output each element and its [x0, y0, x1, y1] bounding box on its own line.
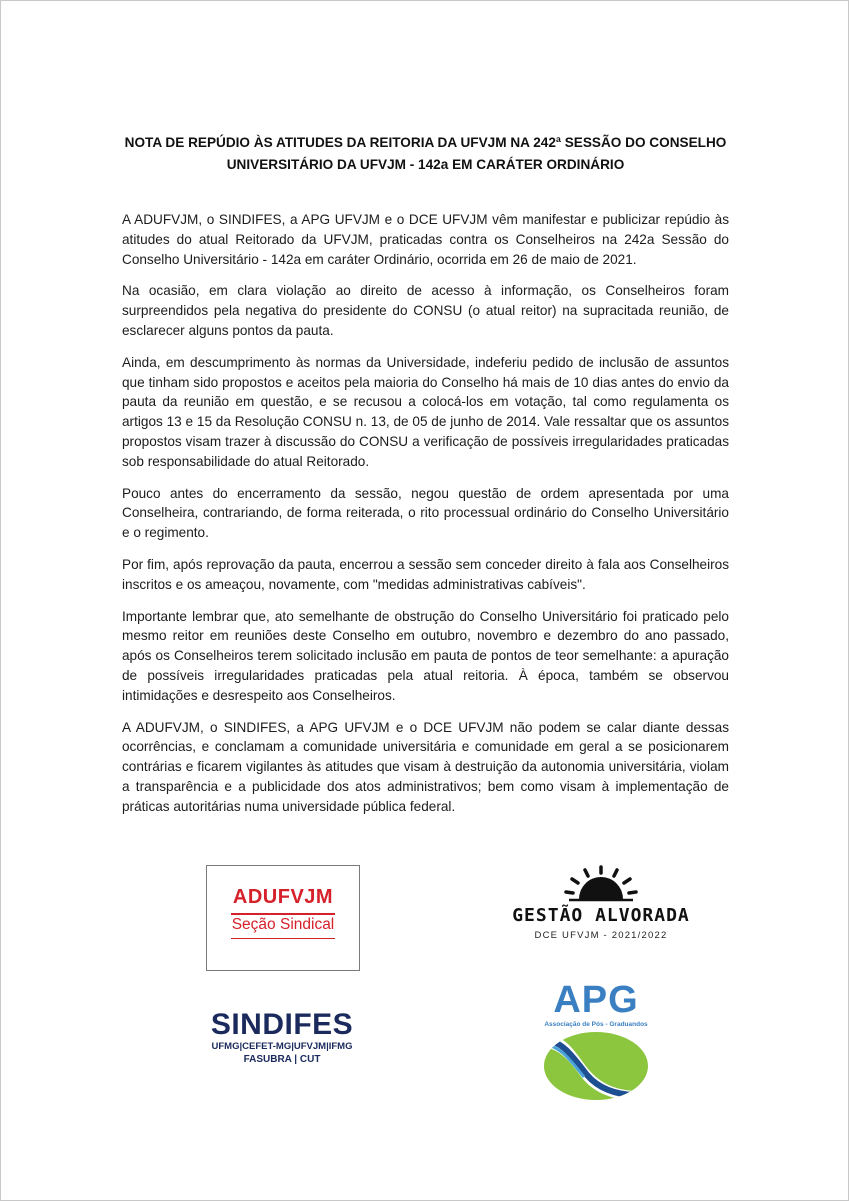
sindifes-logo — [191, 1009, 373, 1069]
adufvjm-logo-name: ADUFVJM — [232, 886, 334, 908]
paragraph: Pouco antes do encerramento da sessão, negou questão de ordem apresentada por uma Conselheira, contrariando, de forma reiterada, o rito processual ordinário do Conselho Universitário e o regimento. — [122, 485, 729, 541]
paragraph: Ainda, em descumprimento às normas da Universidade, indeferiu pedido de inclusão de assuntos que tinham sido propostos e aceitos pela maioria do Conselho há mais de 10 dias antes do envio da pauta da reunião em questão, e se recusou a colocá-los em votação, tal como regulamenta os artigos 13 e 15 da Resolução CONSU n. 13, de 05 de junho de 2014. Vale ressaltar que os assuntos propostos visam trazer à discussão do CONSU a verificação de possíveis irregularidades praticadas sob responsabilidade do atual Reitorado. — [122, 354, 729, 469]
document-title — [101, 132, 750, 176]
adufvjm-logo-rule-bottom — [231, 938, 335, 939]
gestao-alvorada-subtitle: DCE UFVJM - 2021/2022 — [534, 930, 668, 941]
adufvjm-logo-subtitle: Seção Sindical — [231, 916, 335, 933]
gestao-alvorada-name: GESTÃO ALVORADA — [512, 905, 690, 926]
adufvjm-logo — [206, 865, 360, 971]
paragraph: Importante lembrar que, ato semelhante de obstrução do Conselho Universitário foi praticado pelo mesmo reitor em reuniões deste Conselho em outubro, novembro e dezembro do ano passado, após os Conselheiros terem solicitado inclusão em pauta de pontos de teor semelhante: a apuração de possíveis irregularidades praticadas pela atual reitoria. À época, também se observou intimidações e desrespeito aos Conselheiros. — [122, 608, 729, 703]
paragraph: A ADUFVJM, o SINDIFES, a APG UFVJM e o DCE UFVJM vêm manifestar e publicizar repúdio às atitudes do atual Reitorado da UFVJM, praticadas contra os Conselheiros na 242a Sessão do Conselho Universitário - 142a em caráter Ordinário, ocorrida em 26 de maio de 2021. — [122, 212, 729, 267]
sunrise-icon — [561, 865, 641, 903]
title-line-1: NOTA DE REPÚDIO ÀS ATITUDES DA REITORIA DA UFVJM NA 242ª SESSÃO DO CONSELHO — [124, 135, 727, 150]
apg-logo — [521, 979, 671, 1099]
adufvjm-logo-rule — [231, 913, 335, 915]
gestao-alvorada-logo — [506, 865, 696, 947]
apg-logo-subtitle: Associação de Pós - Graduandos — [544, 1021, 648, 1028]
paragraph: Por fim, após reprovação da pauta, encerrou a sessão sem conceder direito à fala aos Conselheiros inscritos e os ameaçou, novamente, com "medidas administrativas cabíveis". — [122, 556, 729, 592]
sindifes-logo-line-2: FASUBRA | CUT — [243, 1054, 321, 1065]
paragraph: A ADUFVJM, o SINDIFES, a APG UFVJM e o DCE UFVJM não podem se calar diante dessas ocorrências, e conclamam a comunidade universitária e comunidade em geral a se posicionarem contrárias e ficarem vigilantes às atitudes que visam à destruição da autonomia universitária, violam a transparência e a publicidade dos atos administrativos; bem como visam à implementação de práticas autoritárias numa universidade pública federal. — [122, 719, 729, 814]
paragraph: Na ocasião, em clara violação ao direito de acesso à informação, os Conselheiros foram surpreendidos pela negativa do presidente do CONSU (o atual reitor) na supracitada reunião, de esclarecer alguns pontos da pauta. — [122, 283, 729, 338]
document-body — [122, 210, 729, 829]
title-line-2: UNIVERSITÁRIO DA UFVJM - 142a EM CARÁTER ORDINÁRIO — [226, 157, 625, 172]
apg-logo-name: APG — [553, 979, 639, 1021]
apg-emblem-icon — [543, 1031, 649, 1101]
sindifes-logo-name: SINDIFES — [210, 1008, 354, 1041]
sindifes-logo-line-1: UFMG|CEFET-MG|UFVJM|IFMG — [211, 1041, 353, 1052]
